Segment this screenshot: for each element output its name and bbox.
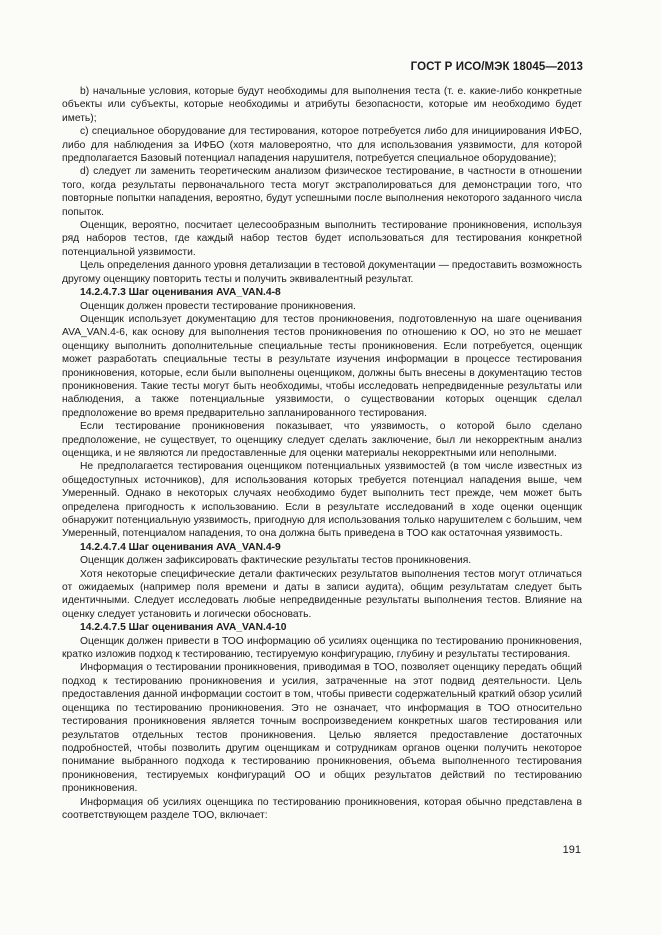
paragraph: Оценщик должен провести тестирование проникновения. — [80, 300, 356, 312]
section-heading: 14.2.4.7.3 Шаг оценивания AVA_VAN.4-8 — [80, 287, 281, 299]
section-heading: 14.2.4.7.5 Шаг оценивания AVA_VAN.4-10 — [80, 622, 287, 634]
paragraph: Оценщик, вероятно, посчитает целесообразным выполнить тестирование проникновения, используя ряд наборов тестов, где каждый набор тестов будет использоваться для тестирования конкретной потенциальной уязвимости. — [62, 220, 582, 258]
paragraph: b) начальные условия, которые будут необходимы для выполнения теста (т. е. какие-либо конкретные объекты или субъекты, которые необходимы и атрибуты безопасности, которые им необходимо будет иметь); — [62, 86, 582, 124]
paragraph: c) специальное оборудование для тестирования, которое потребуется либо для инициирования ИФБО, либо для наблюдения за ИФБО (хотя маловероятно, что для использования уязвимости, для которой предполагается Базовый потенциал нападения нарушителя, потребуется специальное оборудование); — [62, 126, 582, 165]
paragraph: Хотя некоторые специфические детали фактических результатов выполнения тестов могут отличаться от ожидаемых (например поля времени и даты в записи аудита), общим результатам следует быть идентичными. Следует исследовать любые непредвиденные результаты выполнения тестов. Влияние на оценку следует установить и логически обосновать. — [62, 568, 582, 620]
paragraph: Информация об усилиях оценщика по тестированию проникновения, которая обычно представлена в соответствующем разделе ТОО, включает: — [62, 796, 582, 821]
paragraph: Оценщик должен зафиксировать фактические результаты тестов проникновения. — [80, 555, 472, 567]
paragraph: Если тестирование проникновения показывает, что уязвимость, о которой было сделано предположение, не существует, то оценщику следует сделать заключение, был ли некорректным анализ оценщика, и не являются ли предоставленные для оценки материалы некорректными или неполными. — [62, 421, 582, 459]
paragraph: d) следует ли заменить теоретическим анализом физическое тестирование, в частности в отношении того, когда результаты первоначального теста могут экстраполироваться для демонстрации того, что повторные попытки нападения, вероятно, будут успешными после выполнения некоторого заданного числа попыток. — [62, 166, 582, 218]
section-heading: 14.2.4.7.4 Шаг оценивания AVA_VAN.4-9 — [80, 541, 281, 553]
paragraph: Цель определения данного уровня детализации в тестовой документации — предоставить возможность другому оценщику повторить тесты и получить эквивалентный результат. — [62, 260, 582, 285]
document-body — [62, 85, 582, 822]
paragraph: Оценщик должен привести в ТОО информацию об усилиях оценщика по тестированию проникновения, кратко изложив подход к тестированию, тестируемую конфигурацию, глубину и результаты тестирования. — [62, 635, 582, 661]
page-number: 191 — [562, 844, 581, 856]
paragraph: Информация о тестировании проникновения, приводимая в ТОО, позволяет оценщику передать общий подход к тестированию проникновения и усилия, затраченные на этот подвид деятельности. Цель предоставления данной информации состоит в том, чтобы привести содержательный краткий обзор усилий оценщика по тестированию проникновения. Это не означает, что информация в ТОО относительно тестирования проникновения является точным воспроизведением конкретных шагов тестирования или результатов отдельных тестов проникновения. Целью является предоставление достаточных подробностей, чтобы позволить другим оценщикам и сотрудникам органов оценки получить некоторое понимание выбранного подхода к тестированию проникновения, объема выполненного тестирования проникновения, тестируемых конфигураций ОО и общих результатов действий по тестированию проникновения. — [62, 662, 582, 795]
paragraph: Не предполагается тестирования оценщиком потенциальных уязвимостей (в том числе известных из общедоступных источников), для использования которых требуется потенциал нападения выше, чем Умеренный. Однако в некоторых случаях необходимо будет выполнить тест прежде, чем может быть определена пригодность к использованию. Если в результате исследований в ходе оценки оценщик обнаружит потенциальную уязвимость, пригодную для использования только нарушителем с большим, чем Умеренный, потенциалом нападения, то она должна быть приведена в ТОО как остаточная уязвимость. — [62, 461, 582, 540]
paragraph: Оценщик использует документацию для тестов проникновения, подготовленную на шаге оценивания AVA_VAN.4-6, как основу для выполнения тестов проникновения по отношению к ОО, но это не мешает оценщику выполнить дополнительные специальные тесты проникновения. Если потребуется, оценщик может разработать специальные тесты в результате изучения информации в процессе тестирования проникновения, которые, если были выполнены оценщиком, должны быть внесены в документацию тестов проникновения. Такие тесты могут быть необходимы, чтобы исследовать непредвиденные результаты или наблюдения, а также потенциальные уязвимости, о существовании которых оценщик сделал предположение во время предварительно запланированного тестирования. — [62, 313, 582, 419]
page-header-standard-id: ГОСТ Р ИСО/МЭК 18045—2013 — [410, 61, 583, 73]
